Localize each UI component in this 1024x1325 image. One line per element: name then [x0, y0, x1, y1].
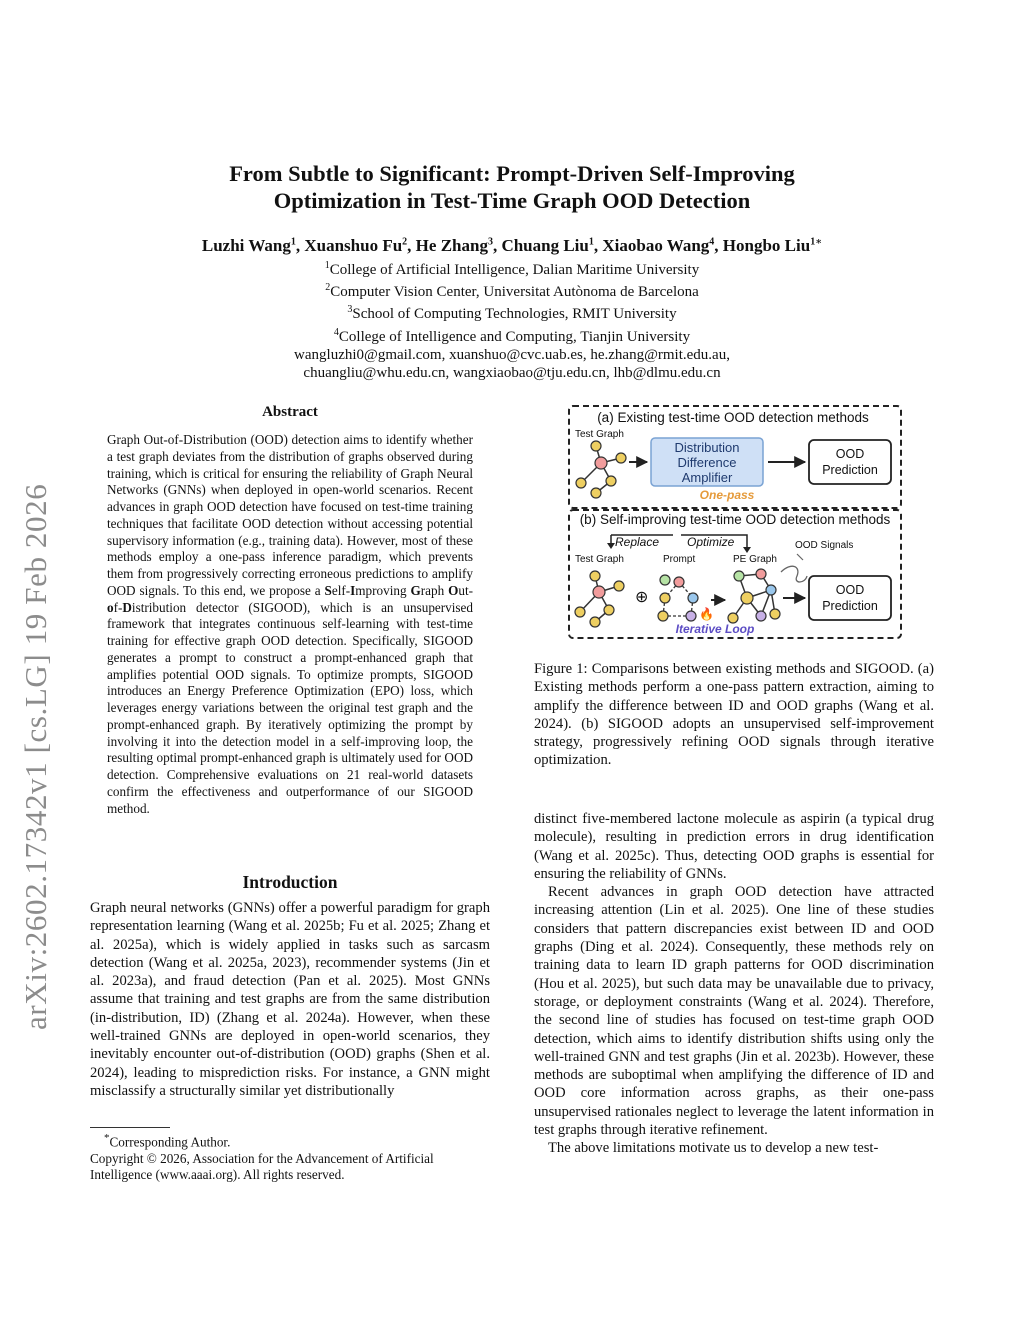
pe-graph-label: PE Graph — [733, 554, 777, 565]
test-graph-b — [575, 571, 624, 627]
footnotes — [90, 1130, 490, 1184]
optimize-label: Optimize — [687, 535, 735, 549]
author: He Zhang$^3$, — [415, 235, 502, 255]
ood-prediction-label-b1: OOD — [835, 583, 865, 597]
emails-line-1: wangluzhi0@gmail.com, xuanshuo@cvc.uab.es, he.zhang@rmit.edu.au, — [294, 346, 730, 363]
emails-line-2: chuangliu@whu.edu.cn, wangxiaobao@tju.edu.cn, lhb@dlmu.edu.cn — [303, 365, 721, 382]
panel-b-title: (b) Self-improving test-time OOD detection methods — [579, 512, 891, 527]
introduction-heading: Introduction — [242, 872, 338, 892]
figure-1-caption: Figure 1: Comparisons between existing methods and SIGOOD. (a) Existing methods perform a one-pass pattern extraction, aiming to amplify the difference between ID and OOD graphs (Wang et al. 2024). (b) SIGOOD adopts an unsupervised self-improvement strategy, progressively refining OOD signals through iterative optimization. — [534, 661, 934, 769]
abstract-text: Graph Out-of-Distribution (OOD) detection aims to identify whether a test graph deviates from the distribution of graphs observed during training, which is critical for ensuring the reliability of Graph Neural Networks (GNNs) when deployed in open-world scenarios. Recent advances in graph OOD detection have focused on test-time training techniques that facilitate OOD detection without accessing potential supervisory information (e.g., training data). However, most of these methods employ a one-pass inference paradigm, which prevents them from progressively correcting erroneous predictions to amplify OOD signals. To this end, we propose a Self-Improving Graph Out-of-Distribution detector (SIGOOD), which is an unsupervised framework that integrates continuous self-learning with test-time training for effective graph OOD detection. Specifically, SIGOOD generates a prompt to construct a prompt-enhanced graph that amplifies potential OOD signals. To optimize prompts, SIGOOD introduces an Energy Preference Optimization (EPO) loss, which leverages energy variations between the original test graph and the prompt-enhanced graph. By iteratively optimizing the prompt by involving it into the detection model in a self-improving loop, the resulting optimal prompt-enhanced graph is ultimately used for OOD detection. Comprehensive evaluations on 21 real-world datasets confirm the effectiveness and outperformance of our SIGOOD method. — [107, 432, 474, 816]
corresponding-author-note: *Corresponding Author. — [104, 1132, 231, 1150]
ood-prediction-label-b2: Prediction — [822, 599, 878, 613]
ood-signals-label: OOD Signals — [795, 540, 854, 551]
paragraph: The above limitations motivate us to develop a new test- — [548, 1140, 879, 1157]
prompt-graph — [658, 575, 698, 621]
paragraph: distinct five-membered lactone molecule as aspirin (a typical drug molecule), resulting in prediction errors in drug identification (Wang et al. 2025c). Thus, detecting OOD graphs is essential for ensuring the reliability of GNNs. — [534, 811, 934, 882]
author: Xuanshuo Fu$^2$, — [304, 235, 416, 255]
footnote-rule — [90, 1127, 170, 1128]
ood-signal-squiggle — [781, 566, 807, 582]
intro-paragraph: Graph neural networks (GNNs) offer a powerful paradigm for graph representation learning (Wang et al. 2025b; Fu et al. 2025; Zhang et al. 2025a), which is widely applied in tasks such as sarcasm detection (Wang et al. 2025a, 2023), recommender systems (Jin et al. 2023a), and fraud detection (Pan et al. 2025). Most GNNs assume that training and test graphs are from the same distribution (in-distribution, ID) (Zhang et al. 2024a). However, when these well-trained GNNs are deployed in open-world scenarios, they inevitably encounter out-of-distribution (OOD) graphs (Shen et al. 2024), leading to misprediction risks. For instance, a GNN might misclassify a structurally similar yet distributionally — [90, 900, 490, 1099]
fire-icon: 🔥 — [699, 607, 714, 621]
amplifier-label-2: Difference — [677, 455, 737, 470]
test-graph-label-a: Test Graph — [575, 429, 624, 440]
author: Hongbo Liu$^{1∗}$ — [722, 235, 823, 255]
optimize-arrowhead — [743, 547, 751, 553]
paragraph: Recent advances in graph OOD detection have attracted increasing attention (Lin et al. 2025). One line of these studies considers that pattern discrepancies exist between ID and OOD graphs (Ding et al. 2024). Consequently, these methods rely on training data to learn ID graph patterns for OOD discrimination (Hou et al. 2025), but such data may be unavailable due to privacy, storage, or deployment constraints (Wang et al. 2024). Therefore, the second line of studies has focused on test-time graph OOD detection, which aims to identify distribution shifts using only the well-trained GNN and test graphs (Jin et al. 2023b). However, these methods are suboptimal when amplifying the difference of ID and OOD core information across graphs, as their one-pass unsupervised rationales neglect to leverage the latent information in test graphs through iterative refinement. — [534, 884, 934, 1139]
ood-signal-pointer — [797, 554, 803, 560]
plus-operator: ⊕ — [635, 589, 649, 606]
author: Chuang Liu$^1$, — [501, 235, 603, 255]
pe-graph — [728, 569, 780, 623]
iterative-loop-label: Iterative Loop — [675, 622, 755, 636]
title-line-2: Optimization in Test-Time Graph OOD Detection — [273, 188, 751, 213]
copyright-notice: Copyright © 2026, Association for the Advancement of Artificial Intelligence (www.aaai.org). All rights reserved. — [90, 1150, 434, 1183]
test-graph-label-b: Test Graph — [575, 554, 624, 565]
arxiv-identifier: arXiv:2602.17342v1 [cs.LG] 19 Feb 2026 — [18, 483, 53, 1030]
title-line-1: From Subtle to Significant: Prompt-Driven Self-Improving — [229, 161, 795, 186]
one-pass-label: One-pass — [699, 488, 755, 502]
ood-prediction-label-2: Prediction — [822, 463, 878, 477]
affiliation: $^3$School of Computing Technologies, RMIT University — [347, 304, 677, 323]
panel-a-title: (a) Existing test-time OOD detection methods — [597, 410, 869, 425]
author-list — [0, 231, 1024, 257]
author: Xiaobao Wang$^4$, — [602, 235, 723, 255]
figure-1 — [565, 402, 905, 642]
affiliation: $^2$Computer Vision Center, Universitat Autònoma de Barcelona — [325, 282, 699, 301]
replace-label: Replace — [615, 535, 660, 549]
amplifier-label-3: Amplifier — [681, 470, 733, 485]
abstract-heading: Abstract — [262, 404, 318, 420]
affiliation: $^4$College of Intelligence and Computing, Tianjin University — [333, 326, 691, 345]
prompt-label: Prompt — [663, 554, 696, 565]
test-graph-a — [576, 441, 626, 498]
ood-prediction-label-1: OOD — [835, 447, 865, 461]
affiliation: $^1$College of Artificial Intelligence, Dalian Maritime University — [324, 260, 700, 278]
amplifier-label-1: Distribution — [674, 440, 740, 455]
affiliations — [0, 257, 1024, 382]
paper-title — [0, 160, 1024, 214]
right-column-text — [534, 810, 934, 1158]
author: Luzhi Wang$^1$, — [201, 235, 305, 255]
replace-arrowhead — [607, 543, 615, 549]
